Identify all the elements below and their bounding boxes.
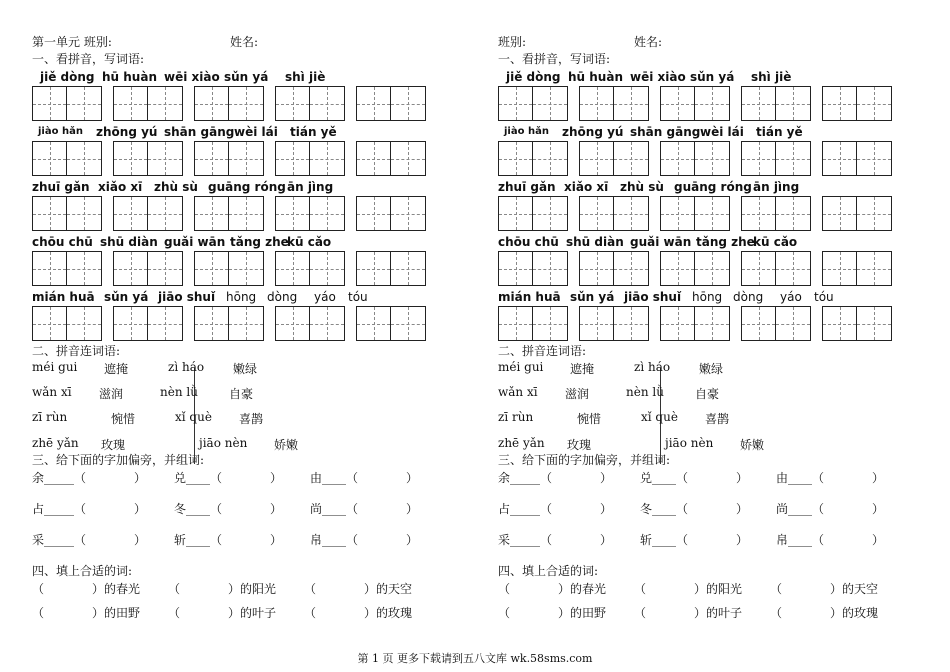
writing-cell[interactable] bbox=[660, 196, 695, 231]
radical-item: 由____（ ） bbox=[776, 471, 885, 485]
writing-cell[interactable] bbox=[148, 196, 183, 231]
name-label: 姓名: bbox=[230, 35, 259, 49]
match-pinyin: nèn lǜ bbox=[626, 385, 664, 399]
pinyin: zhōng yú bbox=[96, 125, 158, 139]
pinyin: sǔn yá bbox=[690, 70, 735, 84]
writing-cell[interactable] bbox=[614, 86, 649, 121]
writing-cell[interactable] bbox=[113, 196, 148, 231]
section3-title: 三、给下面的字加偏旁，并组词: bbox=[32, 453, 205, 467]
radical-item: 占_____（ ） bbox=[32, 502, 147, 516]
writing-cell[interactable] bbox=[32, 306, 67, 341]
writing-cell[interactable] bbox=[822, 196, 857, 231]
writing-cell[interactable] bbox=[310, 306, 345, 341]
fill-item: （ ）的玫瑰 bbox=[770, 606, 879, 620]
writing-cell[interactable] bbox=[614, 251, 649, 286]
match-pinyin: xǐ què bbox=[641, 410, 678, 424]
pinyin: wèi lái bbox=[700, 125, 744, 139]
pinyin: zhuī gǎn bbox=[498, 180, 556, 194]
writing-cell[interactable] bbox=[113, 251, 148, 286]
pinyin: yáo bbox=[314, 290, 336, 304]
match-word: 自豪 bbox=[695, 387, 720, 401]
match-word: 遮掩 bbox=[104, 362, 129, 376]
fill-item: （ ）的天空 bbox=[304, 582, 413, 596]
radical-item: 斩____（ ） bbox=[174, 533, 283, 547]
section4-title: 四、填上合适的词: bbox=[498, 564, 599, 578]
pinyin: tián yě bbox=[290, 125, 337, 139]
pinyin: hōng bbox=[226, 290, 257, 304]
radical-item: 冬____（ ） bbox=[174, 502, 283, 516]
writing-cell[interactable] bbox=[695, 306, 730, 341]
writing-cell[interactable] bbox=[498, 141, 533, 176]
writing-cell[interactable] bbox=[148, 306, 183, 341]
writing-cell[interactable] bbox=[229, 306, 264, 341]
match-word: 喜鹊 bbox=[705, 412, 730, 426]
radical-item: 由____（ ） bbox=[310, 471, 419, 485]
writing-cell[interactable] bbox=[275, 86, 310, 121]
writing-cell[interactable] bbox=[275, 251, 310, 286]
match-word: 嫩绿 bbox=[233, 362, 258, 376]
writing-cell[interactable] bbox=[356, 141, 391, 176]
writing-cell[interactable] bbox=[741, 306, 776, 341]
writing-cell[interactable] bbox=[32, 196, 67, 231]
writing-grid-row bbox=[32, 86, 452, 123]
match-word: 喜鹊 bbox=[239, 412, 264, 426]
unit-label: 第一单元 bbox=[32, 35, 81, 49]
writing-cell[interactable] bbox=[857, 196, 892, 231]
worksheet-left bbox=[32, 34, 452, 640]
writing-cell[interactable] bbox=[533, 86, 568, 121]
writing-cell[interactable] bbox=[498, 306, 533, 341]
writing-cell[interactable] bbox=[857, 251, 892, 286]
pinyin: tián yě bbox=[756, 125, 803, 139]
writing-cell[interactable] bbox=[194, 251, 229, 286]
radical-item: 尚____（ ） bbox=[310, 502, 419, 516]
pinyin: zhōng yú bbox=[562, 125, 624, 139]
pinyin-row-5 bbox=[498, 288, 918, 306]
pinyin: shū diàn bbox=[100, 235, 158, 249]
pinyin: wēi xiào bbox=[164, 70, 220, 84]
pinyin: chōu chū bbox=[32, 235, 93, 249]
name-label: 姓名: bbox=[634, 35, 663, 49]
writing-cell[interactable] bbox=[310, 196, 345, 231]
match-word: 遮掩 bbox=[570, 362, 595, 376]
radical-item: 冬____（ ） bbox=[640, 502, 749, 516]
match-pinyin: wǎn xī bbox=[498, 385, 538, 399]
fill-words-exercise bbox=[498, 580, 918, 640]
writing-cell[interactable] bbox=[391, 141, 426, 176]
writing-grid-row bbox=[498, 141, 918, 178]
writing-cell[interactable] bbox=[67, 86, 102, 121]
match-word: 娇嫩 bbox=[740, 438, 765, 452]
writing-cell[interactable] bbox=[148, 141, 183, 176]
class-label: 班别: bbox=[498, 35, 527, 49]
match-pinyin: méi gui bbox=[498, 360, 544, 374]
pinyin-match-exercise bbox=[498, 360, 918, 464]
radical-exercise bbox=[498, 469, 918, 563]
writing-cell[interactable] bbox=[194, 141, 229, 176]
radical-item: 余_____（ ） bbox=[32, 471, 147, 485]
header-line bbox=[32, 34, 452, 51]
writing-cell[interactable] bbox=[194, 306, 229, 341]
match-word: 惋惜 bbox=[111, 412, 136, 426]
fill-words-exercise bbox=[32, 580, 452, 640]
writing-cell[interactable] bbox=[391, 86, 426, 121]
pinyin: tǎng zhe bbox=[696, 235, 755, 249]
pinyin-match-exercise bbox=[32, 360, 452, 464]
writing-cell[interactable] bbox=[614, 306, 649, 341]
writing-cell[interactable] bbox=[660, 141, 695, 176]
fill-item: （ ）的阳光 bbox=[168, 582, 277, 596]
writing-cell[interactable] bbox=[533, 196, 568, 231]
match-pinyin: zī rùn bbox=[498, 410, 534, 424]
writing-cell[interactable] bbox=[32, 141, 67, 176]
writing-cell[interactable] bbox=[579, 196, 614, 231]
pinyin: jiào hǎn bbox=[504, 126, 549, 137]
writing-cell[interactable] bbox=[579, 141, 614, 176]
fill-item: （ ）的天空 bbox=[770, 582, 879, 596]
pinyin: dòng bbox=[733, 290, 764, 304]
writing-cell[interactable] bbox=[194, 86, 229, 121]
writing-cell[interactable] bbox=[857, 141, 892, 176]
match-pinyin: xǐ què bbox=[175, 410, 212, 424]
writing-cell[interactable] bbox=[498, 251, 533, 286]
writing-cell[interactable] bbox=[67, 141, 102, 176]
writing-cell[interactable] bbox=[579, 251, 614, 286]
writing-cell[interactable] bbox=[67, 306, 102, 341]
fill-item: （ ）的春光 bbox=[32, 582, 141, 596]
match-pinyin: nèn lǜ bbox=[160, 385, 198, 399]
writing-cell[interactable] bbox=[498, 196, 533, 231]
writing-cell[interactable] bbox=[579, 306, 614, 341]
radical-item: 帛____（ ） bbox=[310, 533, 419, 547]
match-pinyin: zhē yǎn bbox=[32, 436, 79, 450]
writing-grid-row bbox=[498, 196, 918, 233]
pinyin: shān gāng bbox=[164, 125, 235, 139]
pinyin: hū huàn bbox=[568, 70, 623, 84]
pinyin: tǎng zhe bbox=[230, 235, 289, 249]
pinyin: dòng bbox=[267, 290, 298, 304]
header-line bbox=[498, 34, 918, 51]
writing-cell[interactable] bbox=[229, 86, 264, 121]
writing-cell[interactable] bbox=[229, 141, 264, 176]
pinyin: shān gāng bbox=[630, 125, 701, 139]
pinyin: jiāo shuǐ bbox=[624, 290, 682, 304]
writing-cell[interactable] bbox=[67, 251, 102, 286]
writing-cell[interactable] bbox=[776, 86, 811, 121]
match-word: 玫瑰 bbox=[567, 438, 592, 452]
section3-title: 三、给下面的字加偏旁，并组词: bbox=[498, 453, 671, 467]
writing-cell[interactable] bbox=[356, 251, 391, 286]
writing-grid-row bbox=[498, 86, 918, 123]
writing-cell[interactable] bbox=[822, 141, 857, 176]
pinyin: shì jiè bbox=[285, 70, 326, 84]
writing-grid-row bbox=[32, 306, 452, 343]
writing-cell[interactable] bbox=[741, 196, 776, 231]
writing-cell[interactable] bbox=[194, 196, 229, 231]
worksheet-right bbox=[498, 34, 918, 640]
writing-cell[interactable] bbox=[741, 141, 776, 176]
fill-item: （ ）的叶子 bbox=[634, 606, 743, 620]
writing-cell[interactable] bbox=[857, 86, 892, 121]
writing-cell[interactable] bbox=[660, 251, 695, 286]
writing-cell[interactable] bbox=[148, 86, 183, 121]
writing-grid-row bbox=[498, 251, 918, 288]
section2-title: 二、拼音连词语: bbox=[32, 344, 121, 358]
radical-exercise bbox=[32, 469, 452, 563]
pinyin: hū huàn bbox=[102, 70, 157, 84]
writing-cell[interactable] bbox=[32, 251, 67, 286]
radical-item: 兑____（ ） bbox=[640, 471, 749, 485]
section1-title: 一、看拼音，写词语: bbox=[32, 52, 145, 66]
radical-item: 帛____（ ） bbox=[776, 533, 885, 547]
pinyin-row-2 bbox=[498, 123, 918, 141]
pinyin: mián huā bbox=[498, 290, 561, 304]
writing-cell[interactable] bbox=[695, 251, 730, 286]
writing-cell[interactable] bbox=[229, 251, 264, 286]
writing-cell[interactable] bbox=[113, 306, 148, 341]
pinyin-row-5 bbox=[32, 288, 452, 306]
writing-cell[interactable] bbox=[310, 251, 345, 286]
pinyin-row-3 bbox=[498, 178, 918, 196]
writing-cell[interactable] bbox=[356, 86, 391, 121]
writing-cell[interactable] bbox=[113, 141, 148, 176]
writing-cell[interactable] bbox=[741, 86, 776, 121]
pinyin-row-1 bbox=[32, 68, 452, 86]
writing-cell[interactable] bbox=[579, 86, 614, 121]
writing-cell[interactable] bbox=[822, 306, 857, 341]
writing-grid-row bbox=[32, 196, 452, 233]
match-pinyin: jiāo nèn bbox=[665, 436, 714, 450]
match-pinyin: méi gui bbox=[32, 360, 78, 374]
pinyin: zhù sù bbox=[620, 180, 664, 194]
fill-item: （ ）的田野 bbox=[32, 606, 141, 620]
section4-title: 四、填上合适的词: bbox=[32, 564, 133, 578]
pinyin: ān jìng bbox=[753, 180, 800, 194]
match-word: 娇嫩 bbox=[274, 438, 299, 452]
match-word: 滋润 bbox=[99, 387, 124, 401]
pinyin: jiě dòng bbox=[40, 70, 95, 84]
pinyin: jiě dòng bbox=[506, 70, 561, 84]
match-word: 嫩绿 bbox=[699, 362, 724, 376]
writing-cell[interactable] bbox=[776, 251, 811, 286]
match-pinyin: zì háo bbox=[168, 360, 205, 374]
pinyin: jiào hǎn bbox=[38, 126, 83, 137]
pinyin: guǎi wān bbox=[164, 235, 226, 249]
match-pinyin: wǎn xī bbox=[32, 385, 72, 399]
pinyin: zhù sù bbox=[154, 180, 198, 194]
match-word: 玫瑰 bbox=[101, 438, 126, 452]
pinyin-row-4 bbox=[498, 233, 918, 251]
writing-cell[interactable] bbox=[857, 306, 892, 341]
match-pinyin: zì háo bbox=[634, 360, 671, 374]
pinyin-row-4 bbox=[32, 233, 452, 251]
radical-item: 占_____（ ） bbox=[498, 502, 613, 516]
writing-cell[interactable] bbox=[741, 251, 776, 286]
radical-item: 采_____（ ） bbox=[32, 533, 147, 547]
writing-cell[interactable] bbox=[695, 86, 730, 121]
pinyin: mián huā bbox=[32, 290, 95, 304]
pinyin: chōu chū bbox=[498, 235, 559, 249]
writing-cell[interactable] bbox=[533, 306, 568, 341]
radical-item: 采_____（ ） bbox=[498, 533, 613, 547]
match-pinyin: zī rùn bbox=[32, 410, 68, 424]
radical-item: 兑____（ ） bbox=[174, 471, 283, 485]
writing-grid-row bbox=[498, 306, 918, 343]
pinyin: kū cǎo bbox=[753, 235, 798, 249]
writing-cell[interactable] bbox=[113, 86, 148, 121]
pinyin: yáo bbox=[780, 290, 802, 304]
section1-title: 一、看拼音，写词语: bbox=[498, 52, 611, 66]
writing-cell[interactable] bbox=[695, 141, 730, 176]
pinyin: xiǎo xī bbox=[98, 180, 143, 194]
writing-cell[interactable] bbox=[275, 306, 310, 341]
radical-item: 尚____（ ） bbox=[776, 502, 885, 516]
writing-grid-row bbox=[32, 141, 452, 178]
pinyin: hōng bbox=[692, 290, 723, 304]
writing-cell[interactable] bbox=[32, 86, 67, 121]
pinyin: shū diàn bbox=[566, 235, 624, 249]
match-pinyin: jiāo nèn bbox=[199, 436, 248, 450]
pinyin-row-3 bbox=[32, 178, 452, 196]
section2-title: 二、拼音连词语: bbox=[498, 344, 587, 358]
writing-cell[interactable] bbox=[776, 306, 811, 341]
pinyin: tóu bbox=[348, 290, 368, 304]
writing-cell[interactable] bbox=[391, 251, 426, 286]
match-pinyin: zhē yǎn bbox=[498, 436, 545, 450]
pinyin: sǔn yá bbox=[104, 290, 149, 304]
writing-cell[interactable] bbox=[614, 141, 649, 176]
writing-cell[interactable] bbox=[148, 251, 183, 286]
pinyin: wèi lái bbox=[234, 125, 278, 139]
page-footer: 第 1 页 更多下载请到五八文库 wk.58sms.com bbox=[357, 652, 593, 665]
writing-cell[interactable] bbox=[695, 196, 730, 231]
writing-cell[interactable] bbox=[498, 86, 533, 121]
writing-cell[interactable] bbox=[614, 196, 649, 231]
pinyin: wēi xiào bbox=[630, 70, 686, 84]
match-word: 滋润 bbox=[565, 387, 590, 401]
writing-cell[interactable] bbox=[310, 86, 345, 121]
writing-cell[interactable] bbox=[356, 306, 391, 341]
writing-cell[interactable] bbox=[822, 86, 857, 121]
writing-cell[interactable] bbox=[776, 141, 811, 176]
writing-cell[interactable] bbox=[776, 196, 811, 231]
writing-cell[interactable] bbox=[275, 196, 310, 231]
writing-cell[interactable] bbox=[310, 141, 345, 176]
pinyin: shì jiè bbox=[751, 70, 792, 84]
writing-cell[interactable] bbox=[660, 306, 695, 341]
writing-cell[interactable] bbox=[391, 196, 426, 231]
pinyin: ān jìng bbox=[287, 180, 334, 194]
pinyin: zhuī gǎn bbox=[32, 180, 90, 194]
writing-cell[interactable] bbox=[660, 86, 695, 121]
writing-cell[interactable] bbox=[229, 196, 264, 231]
class-label: 班别: bbox=[83, 35, 112, 49]
pinyin-row-2 bbox=[32, 123, 452, 141]
writing-cell[interactable] bbox=[391, 306, 426, 341]
fill-item: （ ）的玫瑰 bbox=[304, 606, 413, 620]
writing-cell[interactable] bbox=[533, 141, 568, 176]
fill-item: （ ）的田野 bbox=[498, 606, 607, 620]
writing-grid-row bbox=[32, 251, 452, 288]
pinyin: sǔn yá bbox=[570, 290, 615, 304]
pinyin: sǔn yá bbox=[224, 70, 269, 84]
pinyin: kū cǎo bbox=[287, 235, 332, 249]
match-word: 自豪 bbox=[229, 387, 254, 401]
radical-item: 斩____（ ） bbox=[640, 533, 749, 547]
writing-cell[interactable] bbox=[822, 251, 857, 286]
writing-cell[interactable] bbox=[533, 251, 568, 286]
pinyin: tóu bbox=[814, 290, 834, 304]
pinyin: guāng róng bbox=[208, 180, 286, 194]
radical-item: 余_____（ ） bbox=[498, 471, 613, 485]
match-word: 惋惜 bbox=[577, 412, 602, 426]
fill-item: （ ）的春光 bbox=[498, 582, 607, 596]
fill-item: （ ）的阳光 bbox=[634, 582, 743, 596]
pinyin-row-1 bbox=[498, 68, 918, 86]
pinyin: xiǎo xī bbox=[564, 180, 609, 194]
writing-cell[interactable] bbox=[67, 196, 102, 231]
writing-cell[interactable] bbox=[275, 141, 310, 176]
pinyin: guāng róng bbox=[674, 180, 752, 194]
pinyin: jiāo shuǐ bbox=[158, 290, 216, 304]
pinyin: guǎi wān bbox=[630, 235, 692, 249]
writing-cell[interactable] bbox=[356, 196, 391, 231]
fill-item: （ ）的叶子 bbox=[168, 606, 277, 620]
